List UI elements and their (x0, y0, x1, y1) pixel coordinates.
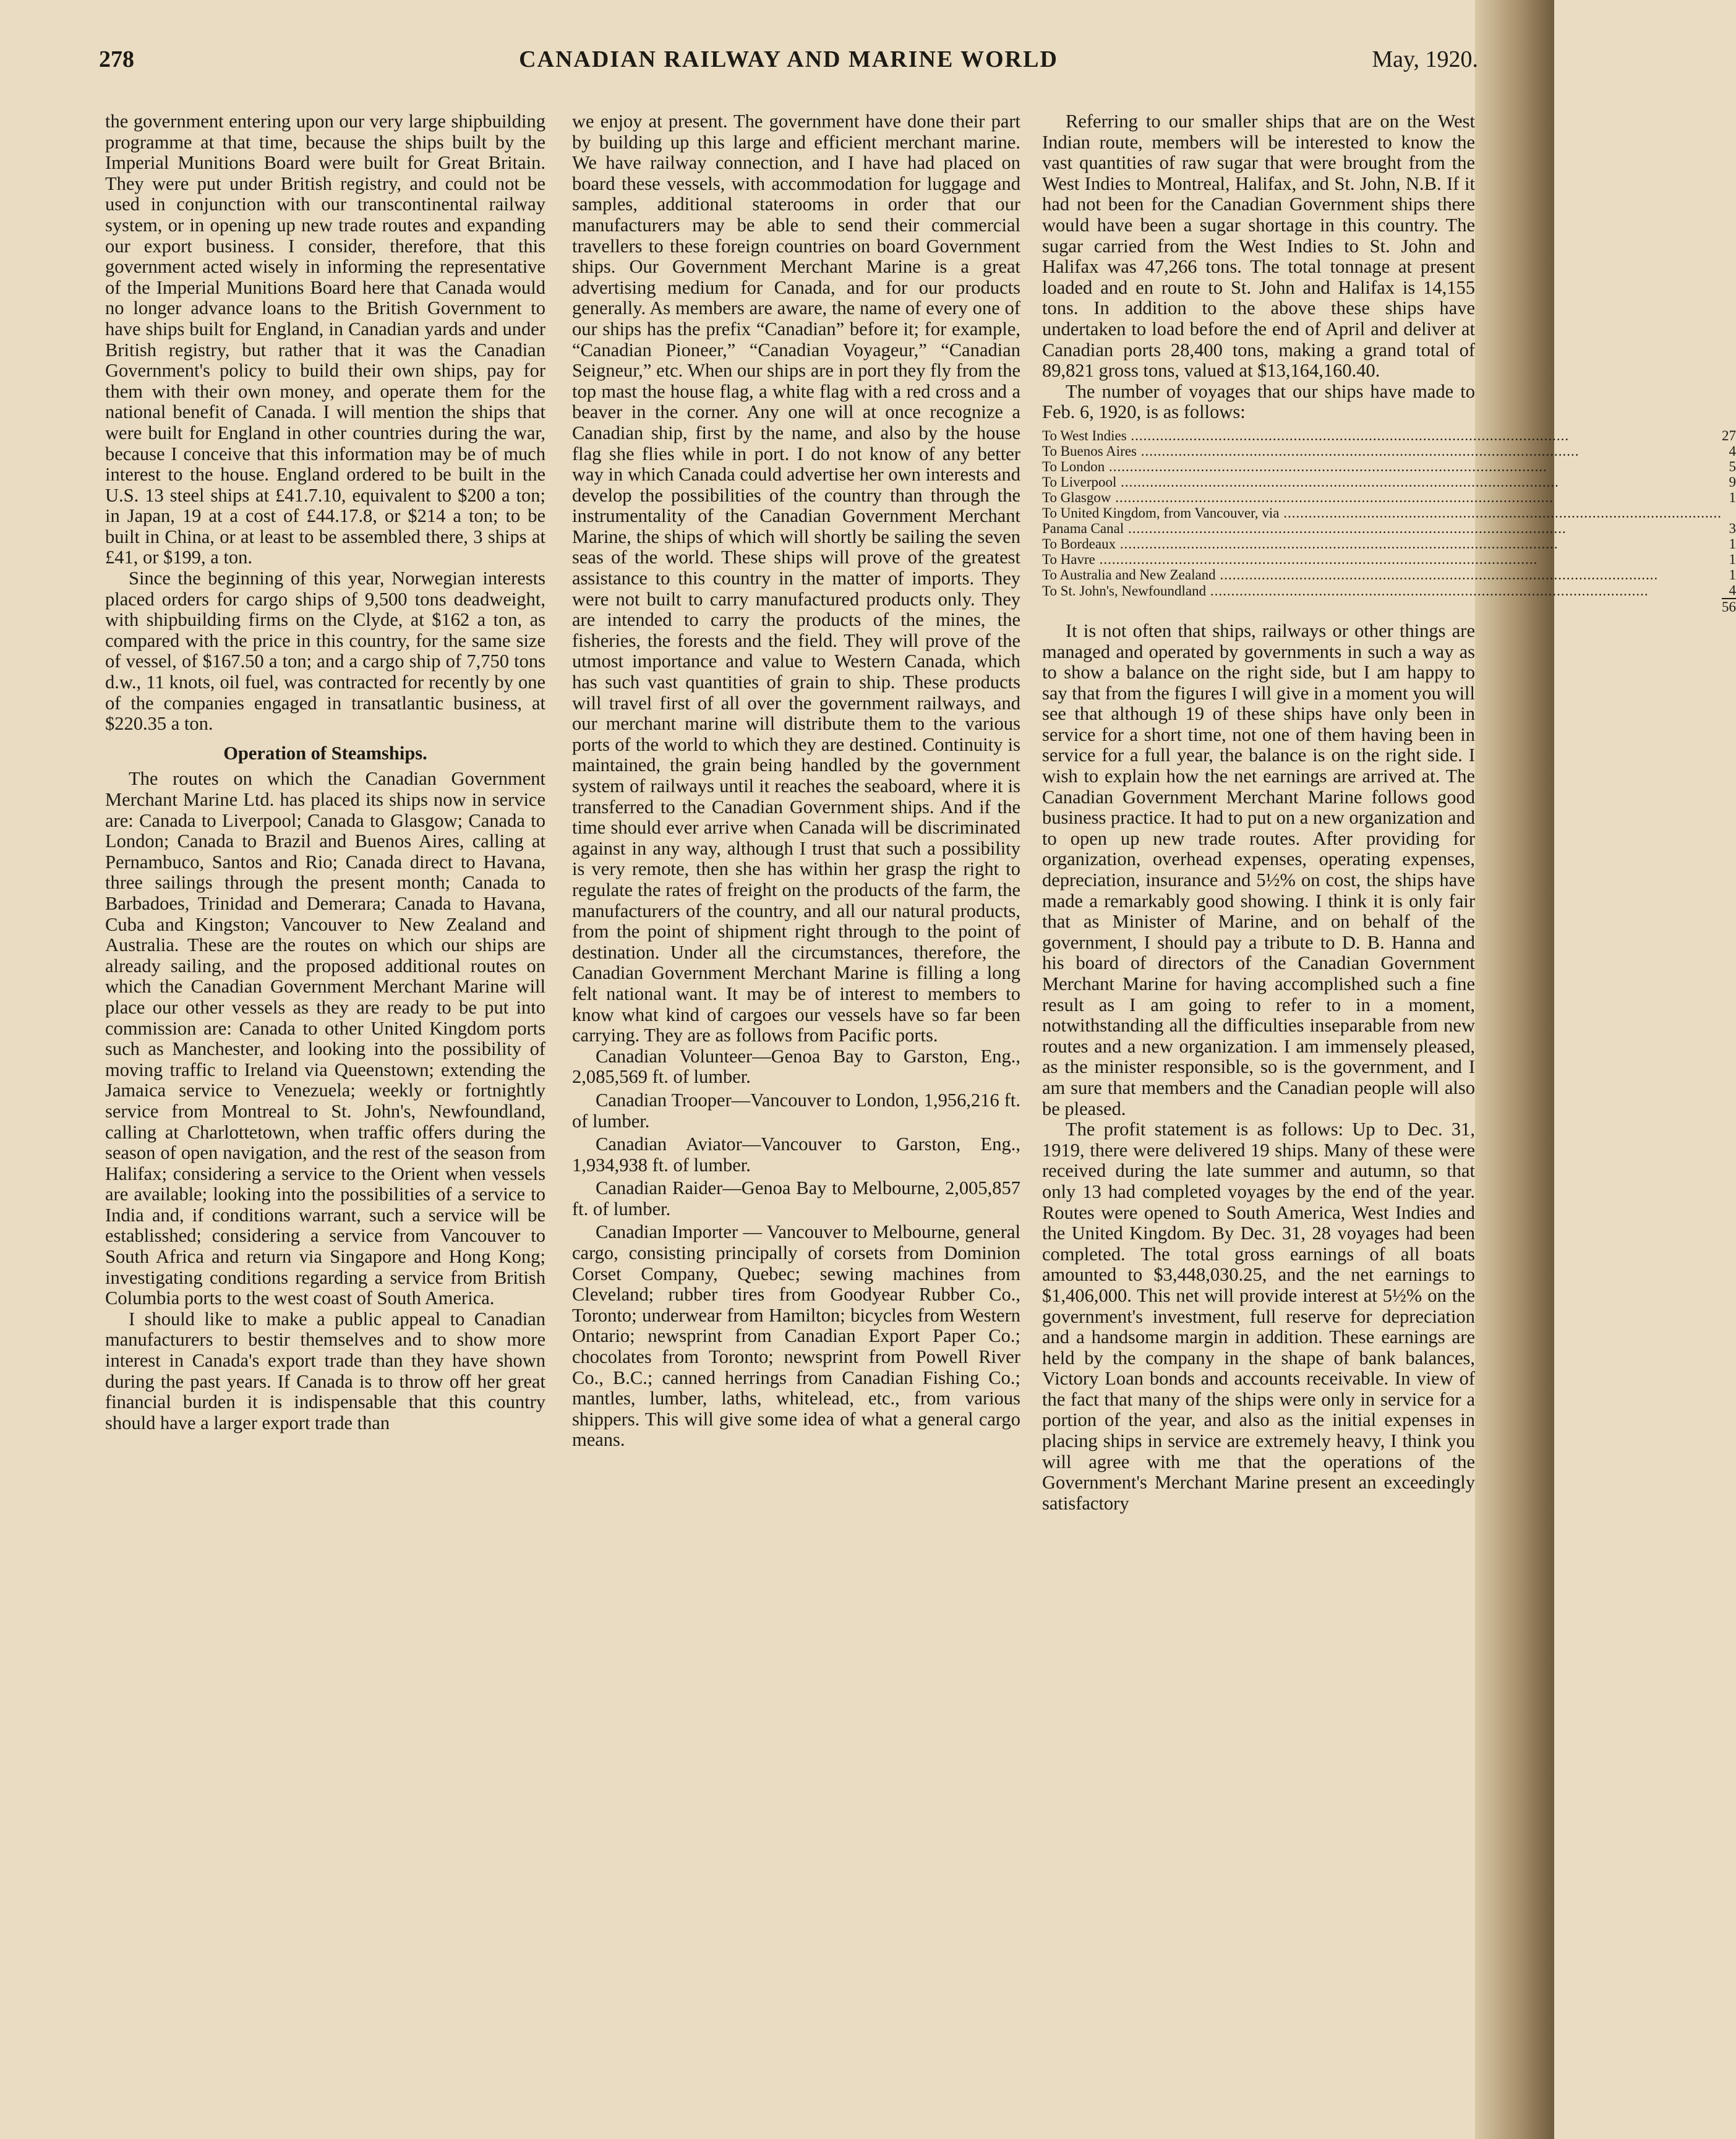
voyage-count: 4 (1729, 443, 1736, 459)
voyage-count (1722, 505, 1736, 521)
page-gutter-shadow (1475, 0, 1554, 2139)
voyage-count: 3 (1729, 520, 1736, 536)
issue-date: May, 1920. (1372, 46, 1478, 72)
voyage-destination: To Australia and New Zealand ..... (1042, 567, 1722, 583)
paragraph: Referring to our smaller ships that are on the West Indian route, members will be interested to know the vast quantities of raw sugar that were brought from the West Indies to Montreal, Halifax, and St. John, N.B. If it had not been for the Canadian Government ships there would have been a sugar shortage in this country. The sugar carried from the West Indies to St. John and Halifax was 47,266 tons. The total tonnage at present loaded and en route to St. John and Halifax is 14,155 tons. In addition to the above these ships have undertaken to load before the end of April and deliver at Canadian ports 28,400 tons, making a grand total of 89,821 gross tons, valued at $13,164,160.40. (1042, 111, 1475, 382)
voyage-row (1042, 583, 1736, 599)
paragraph: Since the beginning of this year, Norwegian interests placed orders for cargo ships of 9,500 tons deadweight, with shipbuilding firms on the Clyde, at $162 a ton, as compared with the price in this country, for the same size of vessel, of $167.50 a ton; and a cargo ship of 7,750 tons d.w., 11 knots, oil fuel, was contracted for recently by one of the companies engaged in transatlantic business, at $220.35 a ton. (105, 568, 545, 735)
cargo-item: Canadian Aviator—Vancouver to Garston, Eng., 1,934,938 ft. of lumber. (572, 1134, 1020, 1176)
voyage-count: 1 (1729, 536, 1736, 552)
voyage-destination: To Liverpool ..... (1042, 474, 1722, 490)
voyage-total-spacer (1042, 599, 1722, 615)
paragraph: The profit statement is as follows: Up to Dec. 31, 1919, there were delivered 19 ships. Many of these were received during the late summer and autumn, so that only 13 had completed voyages by the end of the year. Routes were opened to South America, West Indies and the United Kingdom. By Dec. 31, 28 voyages had been completed. The total gross earnings of all boats amounted to $3,448,030.25, and the net earnings to $1,406,000. This net will provide interest at 5½% on the government's investment, full reserve for depreciation and a handsome margin in addition. These earnings are held by the company in the shape of bank balances, Victory Loan bonds and accounts receivable. In view of the fact that many of the ships were only in service for a portion of the year, and also as the initial expenses in placing ships in service are extremely heavy, I think you will agree with me that the operations of the Government's Merchant Marine present an exceedingly satisfactory (1042, 1119, 1475, 1514)
voyage-row (1042, 490, 1736, 505)
voyage-destination: To Havre ..... (1042, 552, 1722, 567)
voyage-row (1042, 521, 1736, 536)
voyage-destination: Panama Canal ..... (1042, 521, 1722, 536)
paragraph: we enjoy at present. The government have done their part by building up this large and efficient merchant marine. We have railway connection, and I have had placed on board these vessels, with accommodation for luggage and samples, additional staterooms in order that our manufacturers may be able to send their commercial travellers to these foreign countries on board Government ships. Our Government Merchant Marine is a great advertising medium for Canada, and for our products generally. As members are aware, the name of every one of our ships has the prefix “Canadian” before it; for example, “Canadian Pioneer,” “Canadian Voyageur,” “Canadian Seigneur,” etc. When our ships are in port they fly from the top mast the house flag, a white flag with a red cross and a beaver in the corner. Any one will at once recognize a Canadian ship, first by the name, and also by the house flag she flies while in port. I do not know of any better way in which Canada could advertise her own interests and develop the possibilities of the country than through the instrumentality of the Canadian Government Merchant Marine, the ships of which will shortly be sailing the seven seas of the world. These ships will prove of the greatest assistance to this country in the matter of imports. They were not built to carry manufactured products only. They are intended to carry the products of the mines, the fisheries, the forests and the field. They will prove of the utmost importance and value to Western Canada, which has such vast quantities of grain to ship. These products will travel first of all over the government railways, and our merchant marine will distribute them to the various ports of the world to which they are destined. Continuity is maintained, the grain being handled by the government system of railways until it reaches the seaboard, where it is transferred to the Canadian Government ships. And if the time should ever arrive when Canada will be discriminated against in any way, although I trust that such a possibility is very remote, then she has within her grasp the right to regulate the rates of freight on the products of the farm, the manufacturers of the country, and all our natural products, from the point of shipment right through to the point of destination. Under all the circumstances, therefore, the Canadian Government Merchant Marine is filling a long felt national want. It may be of interest to members to know what kind of cargoes our vessels have so far been carrying. They are as follows from Pacific ports. (572, 111, 1020, 1046)
page-number: 278 (99, 46, 134, 72)
cargo-item: Canadian Raider—Genoa Bay to Melbourne, 2,005,857 ft. of lumber. (572, 1177, 1020, 1219)
cargo-item: Canadian Importer — Vancouver to Melbourne, general cargo, consisting principally of corsets from Dominion Corset Company, Quebec; sewing machines from Cleveland; rubber tires from Goodyear Rubber Co., Toronto; underwear from Hamilton; bicycles from Western Ontario; newsprint from Canadian Export Paper Co.; chocolates from Toronto; newsprint from Powell River Co., B.C.; canned herrings from Canadian Fishing Co.; mantles, lumber, laths, whitelead, etc., from various shippers. This will give some idea of what a general cargo means. (572, 1221, 1020, 1451)
voyage-row (1042, 428, 1736, 443)
voyage-count: 9 (1729, 474, 1736, 490)
voyage-row (1042, 567, 1736, 583)
voyage-count: 4 (1729, 582, 1736, 598)
voyage-count: 1 (1729, 551, 1736, 567)
voyage-destination: To Glasgow ..... (1042, 490, 1722, 505)
paragraph: I should like to make a public appeal to Canadian manufacturers to bestir themselves and to show more interest in Canada's export trade than they have shown during the past years. If Canada is to throw off her great financial burden it is indispensable that this country should have a larger export trade than (105, 1308, 545, 1433)
voyage-row (1042, 459, 1736, 474)
column-1 (105, 111, 545, 2016)
voyage-total: 56 (1722, 599, 1736, 615)
column-3 (1042, 111, 1736, 2016)
voyage-destination: To St. John's, Newfoundland ..... (1042, 583, 1722, 599)
paragraph: The routes on which the Canadian Government Merchant Marine Ltd. has placed its ships now in service are: Canada to Liverpool; Canada to Glasgow; Canada to London; Canada to Brazil and Buenos Aires, calling at Pernambuco, Santos and Rio; Canada direct to Havana, three sailings through the present month; Canada to Barbadoes, Trinidad and Demerara; Canada to Havana, Cuba and Kingston; Vancouver to New Zealand and Australia. These are the routes on which our ships are already sailing, and the proposed additional routes on which the Canadian Government Merchant Marine will place our other vessels as they are ready to be put into commission are: Canada to other United Kingdom ports such as Manchester, and looking into the possibility of moving traffic to Ireland via Queenstown; extending the Jamaica service to Venezuela; weekly or fortnightly service from Montreal to St. John's, Newfoundland, calling at Charlottetown, when traffic offers during the season of open navigation, and the rest of the season from Halifax; considering a service to the Orient when vessels are available; looking into the possibilities of a service to India and, if conditions warrant, such a service will be establisshed; considering a service from Vancouver to South Africa and return via Singapore and Hong Kong; investigating conditions regarding a service from British Columbia ports to the west coast of South America. (105, 768, 545, 1309)
voyages-table (1042, 428, 1736, 615)
paragraph: the government entering upon our very large shipbuilding programme at that time, because the ships built by the Imperial Munitions Board were built for Great Britain. They were put under British registry, and could not be used in conjunction with our transcontinental railway system, or in opening up new trade routes and expanding our export business. I consider, therefore, that this government acted wisely in informing the representative of the Imperial Munitions Board here that Canada would no longer advance loans to the British Government to have ships built for England, in Canadian yards and under British registry, but rather that it was the Canadian Government's policy to build their own ships, pay for them with their own money, and operate them for the national benefit of Canada. I will mention the ships that were built for England in other countries during the war, because I conceive that this information may be of much interest to the house. England ordered to be built in the U.S. 13 steel ships at £41.7.10, equivalent to $200 a ton; in Japan, 19 at a cost of £44.17.8, or $214 a ton; to be built in China, or at least to be assembled there, 3 ships at £41, or $199, a ton. (105, 111, 545, 568)
paragraph: The number of voyages that our ships have made to Feb. 6, 1920, is as follows: (1042, 380, 1475, 423)
voyage-destination: To Buenos Aires ..... (1042, 443, 1722, 459)
voyage-count: 27 (1722, 427, 1736, 443)
voyage-row (1042, 474, 1736, 490)
cargo-item: Canadian Volunteer—Genoa Bay to Garston, Eng., 2,085,569 ft. of lumber. (572, 1045, 1020, 1088)
journal-title: CANADIAN RAILWAY AND MARINE WORLD (519, 46, 1058, 72)
voyage-row (1042, 443, 1736, 459)
voyage-destination: To United Kingdom, from Vancouver, via ..... (1042, 505, 1722, 521)
voyage-destination: To Bordeaux ..... (1042, 536, 1722, 552)
voyage-total-row (1042, 599, 1736, 615)
voyage-destination: To West Indies ..... (1042, 428, 1722, 443)
voyage-count: 1 (1729, 566, 1736, 583)
voyage-count: 1 (1729, 489, 1736, 505)
voyage-row (1042, 552, 1736, 567)
voyage-row (1042, 536, 1736, 552)
voyage-count: 5 (1729, 458, 1736, 474)
page-header (99, 42, 1478, 79)
column-2 (572, 111, 1020, 2016)
paragraph: It is not often that ships, railways or other things are managed and operated by governments in such a way as to show a balance on the right side, but I am happy to say that from the figures I will give in a moment you will see that although 19 of these ships have only been in service for a short time, not one of them having been in service for a full year, the balance is on the right side. I wish to explain how the net earnings are arrived at. The Canadian Government Merchant Marine follows good business practice. It had to put on a new organization and to open up new trade routes. After providing for organization, overhead expenses, operating expenses, depreciation, insurance and 5½% on cost, the ships have made a remarkably good showing. I think it is only fair that as Minister of Marine, and on behalf of the government, I should pay a tribute to D. B. Hanna and his board of directors of the Canadian Government Merchant Marine for having accomplished such a fine result as I am going to refer to in a moment, notwithstanding all the difficulties inseparable from new routes and a new organization. I am immensely pleased, as the minister responsible, so is the government, and I am sure that members and the Canadian people will also be pleased. (1042, 620, 1475, 1119)
cargo-item: Canadian Trooper—Vancouver to London, 1,956,216 ft. of lumber. (572, 1089, 1020, 1132)
section-heading: Operation of Steamships. (223, 742, 427, 764)
voyage-row (1042, 505, 1736, 521)
voyage-destination: To London ..... (1042, 459, 1722, 474)
